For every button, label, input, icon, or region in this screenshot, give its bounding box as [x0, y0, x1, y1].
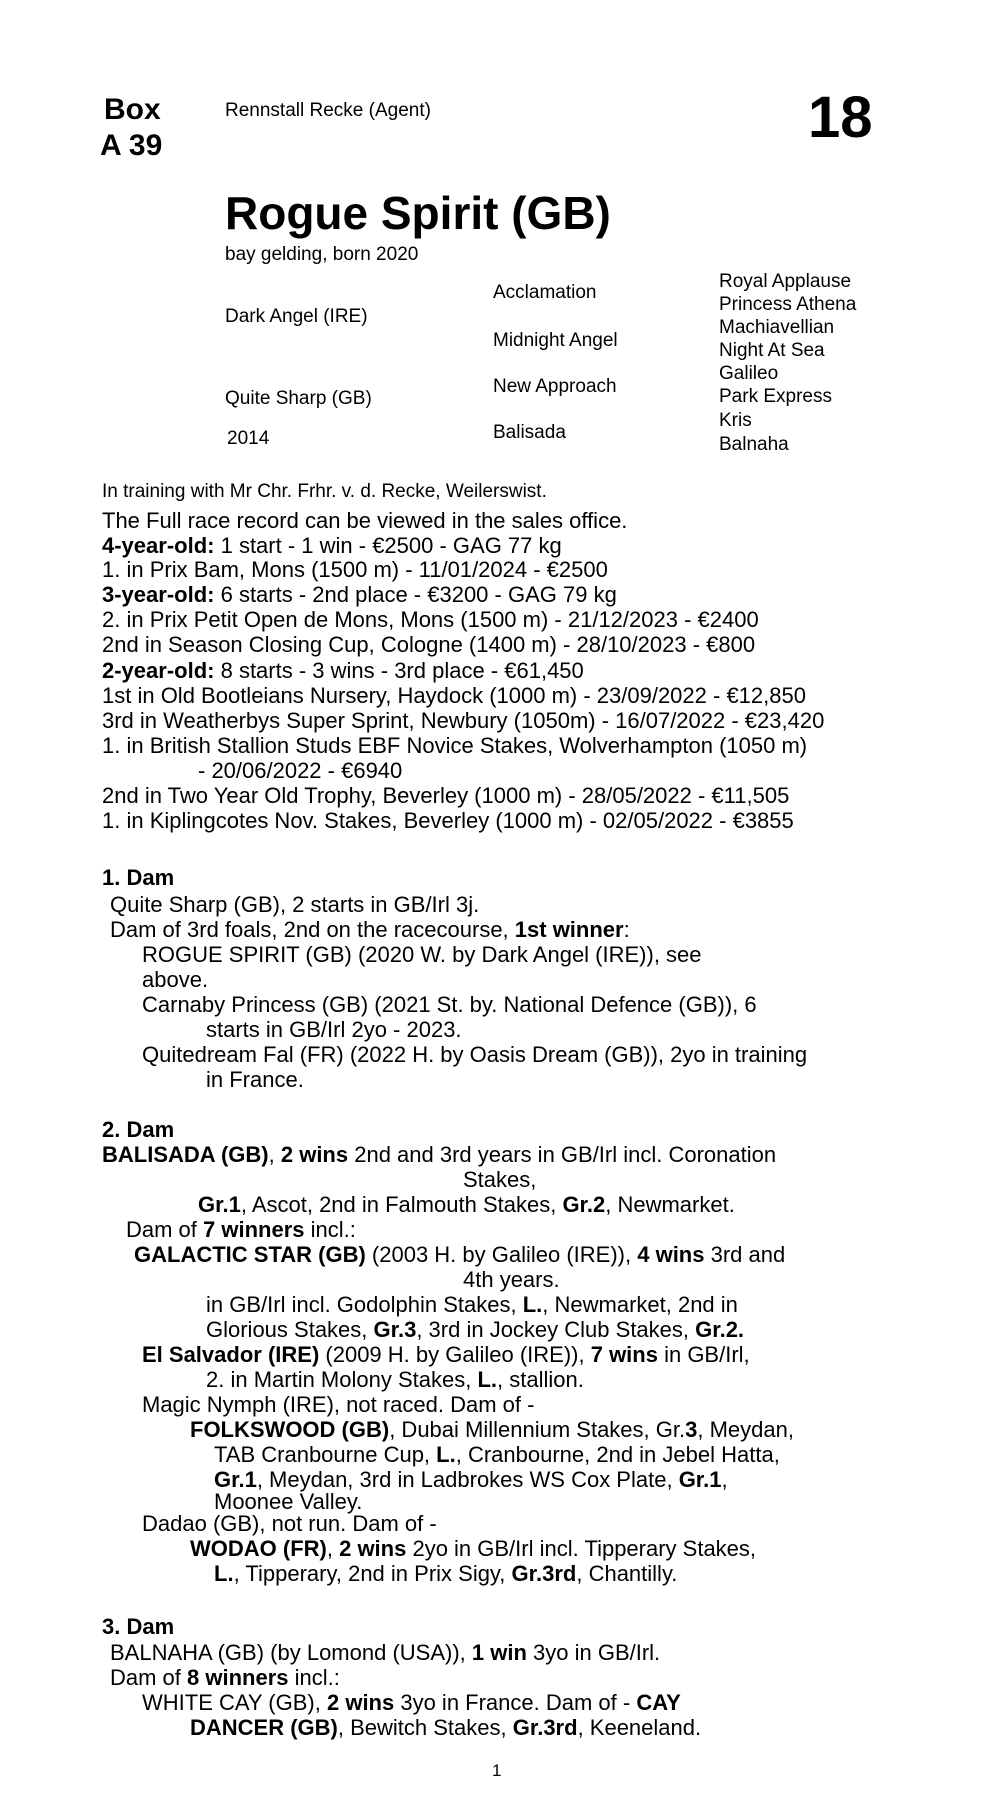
- progeny-line: [214, 1561, 677, 1586]
- text: 2. in Martin Molony Stakes,: [206, 1367, 478, 1392]
- box-number: A 39: [100, 129, 163, 162]
- dam-line: [102, 1142, 776, 1167]
- text: :: [623, 917, 630, 942]
- lot-number: 18: [808, 85, 873, 150]
- text: TAB Cranbourne Cup,: [214, 1442, 437, 1467]
- age-stats: 1 start - 1 win - €2500 - GAG 77 kg: [214, 533, 562, 558]
- box-label: Box: [104, 93, 161, 126]
- text: (2003 H. by Galileo (IRE)),: [365, 1242, 638, 1267]
- agent-name: Rennstall Recke (Agent): [225, 100, 431, 121]
- age-summary: [102, 582, 617, 607]
- bold-text: Gr.1: [198, 1192, 241, 1217]
- progeny-line: Dadao (GB), not run. Dam of -: [142, 1511, 437, 1536]
- foal-line: starts in GB/Irl 2yo - 2023.: [206, 1017, 462, 1042]
- text: in GB/Irl incl. Godolphin Stakes,: [206, 1292, 523, 1317]
- bold-text: Gr.3rd: [512, 1715, 578, 1740]
- bold-text: 4 wins: [637, 1242, 705, 1267]
- age-stats: 6 starts - 2nd place - €3200 - GAG 79 kg: [214, 582, 617, 607]
- horse-name: Rogue Spirit (GB): [225, 187, 611, 239]
- dam-line: [198, 1192, 735, 1217]
- progeny-line: [206, 1292, 738, 1317]
- bold-text: 2 wins: [339, 1536, 407, 1561]
- section-heading: 2. Dam: [102, 1117, 175, 1142]
- progeny-line: [190, 1417, 794, 1442]
- progeny-line: [142, 1342, 750, 1367]
- age-label: 2-year-old:: [102, 658, 215, 683]
- text: , Meydan, 3rd in Ladbrokes WS Cox Plate,: [256, 1467, 679, 1492]
- bold-text: L.: [436, 1442, 456, 1467]
- text: ,: [326, 1536, 340, 1561]
- bold-text: 3: [685, 1417, 698, 1442]
- progeny-line: Moonee Valley.: [214, 1489, 363, 1514]
- pedigree-gen3-item: Kris: [719, 410, 752, 431]
- text: , Bewitch Stakes,: [337, 1715, 513, 1740]
- text: , Dubai Millennium Stakes, Gr.: [389, 1417, 686, 1442]
- text: , Newmarket.: [605, 1192, 735, 1217]
- pedigree-gen2-item: New Approach: [493, 376, 617, 397]
- dam-line: [110, 1665, 340, 1690]
- bold-text: CAY: [636, 1690, 681, 1715]
- bold-text: 7 wins: [590, 1342, 658, 1367]
- text: 2nd and 3rd years in GB/Irl incl. Coronation: [348, 1142, 777, 1167]
- age-label: 3-year-old:: [102, 582, 215, 607]
- bold-text: 7 winners: [203, 1217, 305, 1242]
- foal-line: in France.: [206, 1067, 304, 1092]
- bold-text: Gr.1: [678, 1467, 722, 1492]
- bold-text: WODAO (FR): [190, 1536, 327, 1561]
- section-heading: 1. Dam: [102, 865, 175, 890]
- text: 3yo in France. Dam of -: [394, 1690, 637, 1715]
- text: , Ascot, 2nd in Falmouth Stakes,: [240, 1192, 563, 1217]
- age-label: 4-year-old:: [102, 533, 215, 558]
- foal-line: ROGUE SPIRIT (GB) (2020 W. by Dark Angel (IRE)), see: [142, 942, 702, 967]
- text: ,: [721, 1467, 728, 1492]
- bold-text: El Salvador (IRE): [142, 1342, 320, 1367]
- progeny-line: [190, 1536, 756, 1561]
- pedigree-gen2-item: Midnight Angel: [493, 330, 618, 351]
- bold-text: BALISADA (GB): [102, 1142, 269, 1167]
- foal-line: above.: [142, 967, 209, 992]
- text: Dam of: [110, 1665, 188, 1690]
- bold-text: Gr.2.: [695, 1317, 745, 1342]
- text: in GB/Irl,: [657, 1342, 750, 1367]
- progeny-line: [142, 1690, 681, 1715]
- pedigree-gen2-item: Balisada: [493, 422, 566, 443]
- text: , Newmarket, 2nd in: [542, 1292, 738, 1317]
- text: BALNAHA (GB) (by Lomond (USA)),: [110, 1640, 472, 1665]
- age-summary: [102, 533, 562, 558]
- pedigree-gen3-item: Galileo: [719, 363, 779, 384]
- bold-text: FOLKSWOOD (GB): [190, 1417, 390, 1442]
- bold-text: 8 winners: [187, 1665, 289, 1690]
- race-result: 2. in Prix Petit Open de Mons, Mons (1500 m) - 21/12/2023 - €2400: [102, 607, 759, 632]
- bold-text: 1 win: [471, 1640, 527, 1665]
- progeny-line: [214, 1442, 780, 1467]
- page-number: 1: [492, 1761, 502, 1780]
- text: , Tipperary, 2nd in Prix Sigy,: [233, 1561, 512, 1586]
- race-result: 1. in Kiplingcotes Nov. Stakes, Beverley (1000 m) - 02/05/2022 - €3855: [102, 808, 794, 833]
- text: ,: [268, 1142, 281, 1167]
- dam-line: Quite Sharp (GB), 2 starts in GB/Irl 3j.: [110, 892, 480, 917]
- text: Dam of 3rd foals, 2nd on the racecourse,: [110, 917, 515, 942]
- progeny-line: [206, 1367, 584, 1392]
- race-result: 2nd in Two Year Old Trophy, Beverley (1000 m) - 28/05/2022 - €11,505: [102, 783, 790, 808]
- text: 2yo in GB/Irl incl. Tipperary Stakes,: [406, 1536, 757, 1561]
- foal-line: Carnaby Princess (GB) (2021 St. by. National Defence (GB)), 6: [142, 992, 757, 1017]
- pedigree-gen3-item: Park Express: [719, 386, 832, 407]
- progeny-line: 4th years.: [463, 1267, 560, 1292]
- bold-text: 2 wins: [280, 1142, 349, 1167]
- pedigree-dam: Quite Sharp (GB): [225, 388, 372, 409]
- progeny-line: [206, 1317, 744, 1342]
- pedigree-dam-year: 2014: [227, 428, 270, 449]
- section-heading: 3. Dam: [102, 1614, 175, 1639]
- dam-line: [110, 917, 630, 942]
- pedigree-gen2-item: Acclamation: [493, 282, 597, 303]
- foal-line: Quitedream Fal (FR) (2022 H. by Oasis Dream (GB)), 2yo in training: [142, 1042, 808, 1067]
- bold-text: DANCER (GB): [190, 1715, 338, 1740]
- progeny-line: Magic Nymph (IRE), not raced. Dam of -: [142, 1392, 535, 1417]
- race-result: 1. in Prix Bam, Mons (1500 m) - 11/01/2024 - €2500: [102, 557, 608, 582]
- text: incl.:: [288, 1665, 340, 1690]
- bold-text: GALACTIC STAR (GB): [134, 1242, 366, 1267]
- bold-text: 1st winner: [514, 917, 624, 942]
- training-info: In training with Mr Chr. Frhr. v. d. Recke, Weilerswist.: [102, 481, 547, 502]
- pedigree-gen3-item: Royal Applause: [719, 271, 852, 292]
- text: Dam of: [126, 1217, 204, 1242]
- race-record-intro: The Full race record can be viewed in the sales office.: [102, 508, 628, 533]
- dam-line: [110, 1640, 660, 1665]
- race-result: 1. in British Stallion Studs EBF Novice Stakes, Wolverhampton (1050 m): [102, 733, 808, 758]
- bold-text: L.: [477, 1367, 498, 1392]
- text: , Chantilly.: [576, 1561, 678, 1586]
- pedigree-gen3-item: Night At Sea: [719, 340, 825, 361]
- bold-text: Gr.3rd: [511, 1561, 577, 1586]
- text: , Cranbourne, 2nd in Jebel Hatta,: [455, 1442, 780, 1467]
- bold-text: Gr.2: [562, 1192, 606, 1217]
- bold-text: L.: [214, 1561, 234, 1586]
- race-result: 2nd in Season Closing Cup, Cologne (1400 m) - 28/10/2023 - €800: [102, 632, 756, 657]
- age-summary: [102, 658, 584, 683]
- age-stats: 8 starts - 3 wins - 3rd place - €61,450: [214, 658, 584, 683]
- text: , 3rd in Jockey Club Stakes,: [416, 1317, 696, 1342]
- text: Glorious Stakes,: [206, 1317, 374, 1342]
- text: (2009 H. by Galileo (IRE)),: [319, 1342, 591, 1367]
- progeny-line: [190, 1715, 701, 1740]
- race-result: 1st in Old Bootleians Nursery, Haydock (1000 m) - 23/09/2022 - €12,850: [102, 683, 806, 708]
- dam-line: Stakes,: [463, 1167, 537, 1192]
- text: , Keeneland.: [577, 1715, 702, 1740]
- text: WHITE CAY (GB),: [142, 1690, 327, 1715]
- text: incl.:: [304, 1217, 356, 1242]
- text: 3rd and: [704, 1242, 786, 1267]
- pedigree-sire: Dark Angel (IRE): [225, 306, 368, 327]
- race-result-continued: - 20/06/2022 - €6940: [198, 758, 403, 783]
- text: , Meydan,: [697, 1417, 794, 1442]
- bold-text: L.: [522, 1292, 543, 1317]
- pedigree-gen3-item: Balnaha: [719, 434, 789, 455]
- race-result: 3rd in Weatherbys Super Sprint, Newbury (1050m) - 16/07/2022 - €23,420: [102, 708, 825, 733]
- text: , stallion.: [497, 1367, 584, 1392]
- text: 3yo in GB/Irl.: [526, 1640, 661, 1665]
- pedigree-gen3-item: Machiavellian: [719, 317, 835, 338]
- horse-description: bay gelding, born 2020: [225, 244, 419, 265]
- dam-line: [126, 1217, 356, 1242]
- bold-text: 2 wins: [326, 1690, 395, 1715]
- bold-text: Gr.1: [214, 1467, 257, 1492]
- progeny-line: [134, 1242, 785, 1267]
- bold-text: Gr.3: [373, 1317, 417, 1342]
- pedigree-gen3-item: Princess Athena: [719, 294, 857, 315]
